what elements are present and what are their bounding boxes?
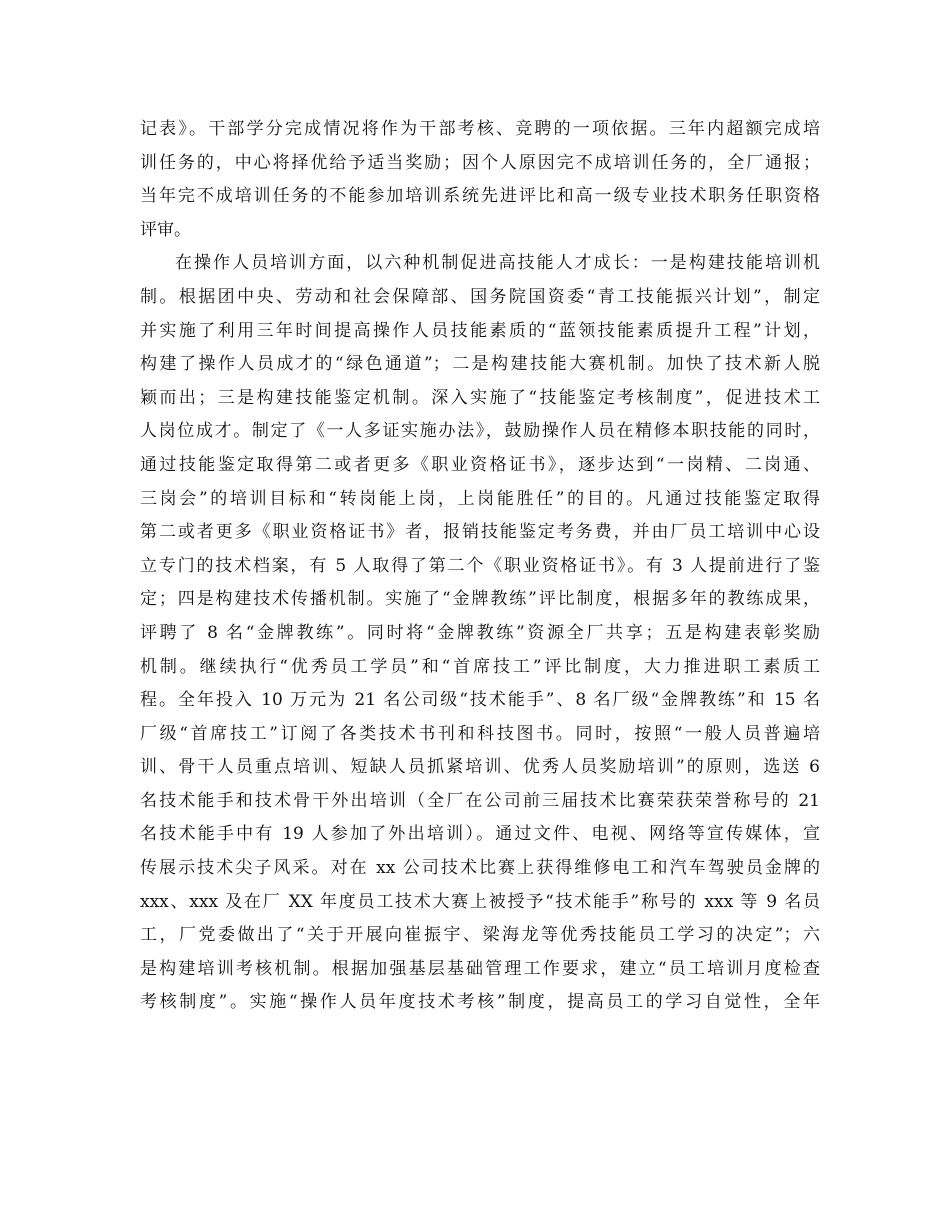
text-line: 评审。 [140,219,191,240]
text-line: 记表》。干部学分完成情况将作为干部考核、竞聘的一项依据。三年内超额完成培 [140,119,820,139]
text-line: 传展示技术尖子风采。对在 xx 公司技术比赛上获得维修电工和汽车驾驶员金牌的 [140,858,820,879]
text-line: xxx、xxx 及在厂 XX 年度员工技术大赛上被授予“技术能手”称号的 xxx 等 9 名员 [140,891,820,912]
text-line: 立专门的技术档案，有 5 人取得了第二个《职业资格证书》。有 3 人提前进行了鉴 [140,555,820,576]
text-line: 人岗位成才。制定了《一人多证实施办法》，鼓励操作人员在精修本职技能的同时， [140,421,820,442]
paragraph-first-line: 在操作人员培训方面，以六种机制促进高技能人才成长：一是构建技能培训机 [175,253,820,274]
text-line: 机制。继续执行“优秀员工学员”和“首席技工”评比制度，大力推进职工素质工 [140,656,820,677]
text-line: 工，厂党委做出了“关于开展向崔振宇、梁海龙等优秀技能员工学习的决定”；六 [140,925,820,946]
text-line: 构建了操作人员成才的“绿色通道”；二是构建技能大赛机制。加快了技术新人脱 [140,354,820,375]
text-line: 并实施了利用三年时间提高操作人员技能素质的“蓝领技能素质提升工程”计划， [140,320,820,341]
text-line: 名技术能手和技术骨干外出培训（全厂在公司前三届技术比赛荣获荣誉称号的 21 [140,790,820,811]
text-line: 第二或者更多《职业资格证书》者，报销技能鉴定考务费，并由厂员工培训中心设 [140,522,820,543]
text-line: 评聘了 8 名“金牌教练”。同时将“金牌教练”资源全厂共享；五是构建表彰奖励 [140,622,820,643]
text-line: 是构建培训考核机制。根据加强基层基础管理工作要求，建立“员工培训月度检查 [140,958,820,979]
text-line: 训、骨干人员重点培训、短缺人员抓紧培训、优秀人员奖励培训”的原则，选送 6 [140,757,820,778]
text-line: 训任务的，中心将择优给予适当奖励；因个人原因完不成培训任务的，全厂通报； [140,152,820,173]
text-line: 制。根据团中央、劳动和社会保障部、国务院国资委“青工技能振兴计划”，制定 [140,286,820,307]
text-line: 定；四是构建技术传播机制。实施了“金牌教练”评比制度，根据多年的教练成果， [140,589,820,610]
text-line: 考核制度”。实施“操作人员年度技术考核”制度，提高员工的学习自觉性，全年 [140,992,820,1013]
text-line: 厂级“首席技工”订阅了各类技术书刊和科技图书。同时，按照“一般人员普遍培 [140,723,820,744]
text-line: 通过技能鉴定取得第二或者更多《职业资格证书》，逐步达到“一岗精、二岗通、 [140,454,820,475]
text-line: 颖而出；三是构建技能鉴定机制。深入实施了“技能鉴定考核制度”，促进技术工 [140,387,820,408]
document-body [140,113,820,1020]
text-line: 三岗会”的培训目标和“转岗能上岗，上岗能胜任”的目的。凡通过技能鉴定取得 [140,488,820,509]
text-line: 名技术能手中有 19 人参加了外出培训）。通过文件、电视、网络等宣传媒体，宣 [140,824,820,845]
text-line: 当年完不成培训任务的不能参加培训系统先进评比和高一级专业技术职务任职资格 [140,186,820,207]
text-line: 程。全年投入 10 万元为 21 名公司级“技术能手”、8 名厂级“金牌教练”和 15 名 [140,690,820,711]
